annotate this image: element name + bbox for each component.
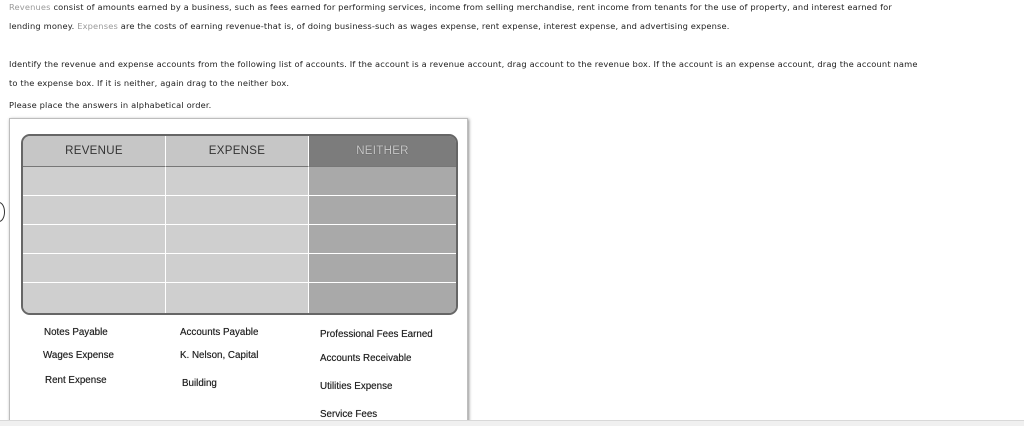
horizontal-scrollbar[interactable] [0, 420, 1024, 426]
neither-drop-slot[interactable] [309, 225, 456, 254]
account-chip-building[interactable]: Building [182, 378, 217, 389]
neither-drop-slot[interactable] [309, 196, 456, 225]
intro-text-2a: lending money. [9, 21, 78, 31]
intro-text-2b: are the costs of earning revenue-that is, of doing business-such as wages expense, rent expense, interest expense, and advertising expense. [117, 21, 730, 31]
expenses-term: Expenses [77, 21, 118, 31]
drag-drop-widget [9, 118, 468, 426]
expense-drop-slot[interactable] [166, 254, 309, 283]
expense-drop-slot[interactable] [166, 225, 309, 254]
instructions-paragraph [9, 55, 918, 93]
neither-drop-slot[interactable] [309, 254, 456, 283]
account-chip-professional-fees-earned[interactable]: Professional Fees Earned [320, 329, 433, 340]
sorting-table [21, 134, 458, 315]
intro-paragraph [9, 0, 892, 36]
expense-header: EXPENSE [166, 136, 309, 167]
revenue-drop-slot[interactable] [23, 167, 166, 196]
account-chip-capital[interactable]: K. Nelson, Capital [180, 350, 259, 361]
side-handle[interactable] [0, 202, 5, 222]
account-chip-rent-expense[interactable]: Rent Expense [45, 375, 107, 386]
account-chip-service-fees[interactable]: Service Fees [320, 409, 378, 420]
revenue-drop-slot[interactable] [23, 196, 166, 225]
intro-text-1: consist of amounts earned by a business, such as fees earned for performing services, income from selling merchandise, rent income from tenants for the use of property, and interest earned for [50, 2, 892, 12]
account-chip-accounts-payable[interactable]: Accounts Payable [180, 327, 259, 338]
revenue-drop-slot[interactable] [23, 254, 166, 283]
instructions-line-1: Identify the revenue and expense accounts from the following list of accounts. If the account is a revenue account, drag account to the revenue box. If the account is an expense account, drag the account name [9, 59, 918, 69]
expense-drop-slot[interactable] [166, 196, 309, 225]
neither-header: NEITHER [309, 136, 456, 167]
account-chip-notes-payable[interactable]: Notes Payable [44, 327, 108, 338]
revenue-drop-slot[interactable] [23, 225, 166, 254]
expense-drop-slot[interactable] [166, 283, 309, 313]
instructions-line-2: to the expense box. If it is neither, again drag to the neither box. [9, 78, 290, 88]
expense-drop-slot[interactable] [166, 167, 309, 196]
neither-drop-slot[interactable] [309, 283, 456, 313]
account-chip-accounts-receivable[interactable]: Accounts Receivable [320, 353, 412, 364]
revenue-drop-slot[interactable] [23, 283, 166, 313]
account-chip-utilities-expense[interactable]: Utilities Expense [320, 381, 393, 392]
account-chip-wages-expense[interactable]: Wages Expense [43, 350, 114, 361]
revenue-header: REVENUE [23, 136, 166, 167]
revenues-term: Revenues [9, 2, 51, 12]
order-note: Please place the answers in alphabetical order. [9, 100, 212, 110]
neither-drop-slot[interactable] [309, 167, 456, 196]
